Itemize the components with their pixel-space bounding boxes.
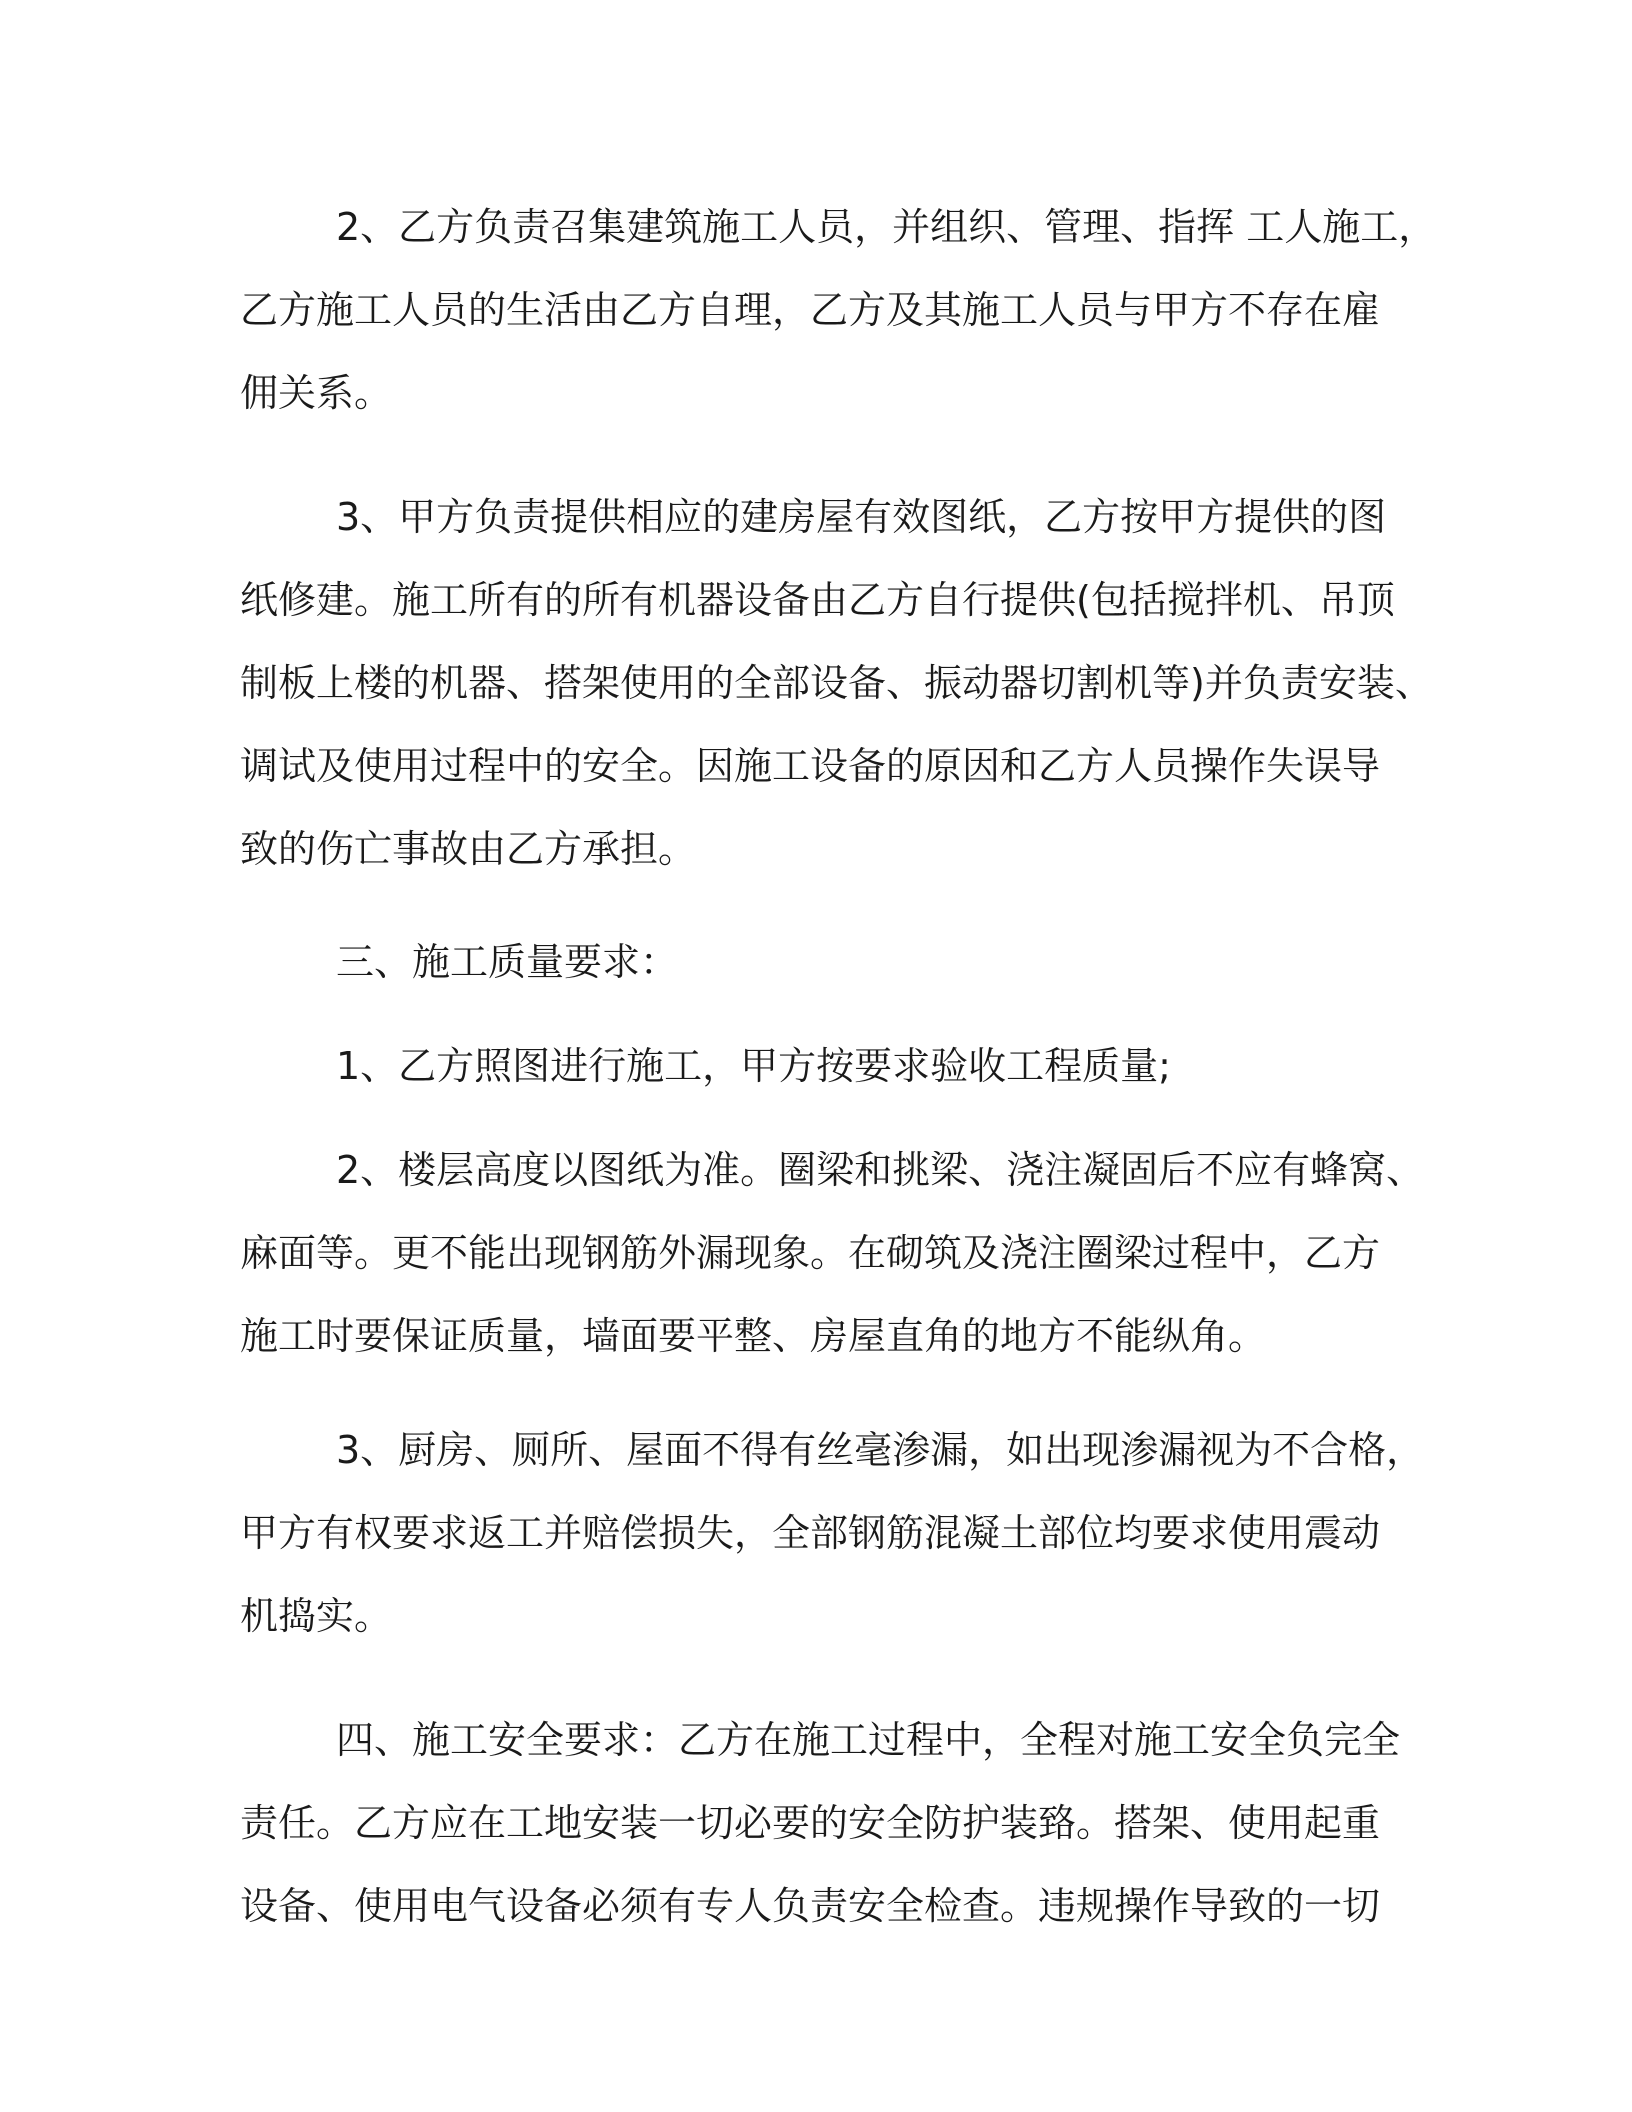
text-line: 致的伤亡事故由乙方承担。: [240, 827, 697, 871]
text-line: 责任。乙方应在工地安装一切必要的安全防护装臵。搭架、使用起重: [240, 1801, 1381, 1845]
heading-text: 三、施工质量要求：: [336, 940, 679, 984]
text-line: 2、乙方负责召集建筑施工人员，并组织、管理、指挥 工人施工，: [336, 205, 1437, 249]
document-body: [240, 186, 1437, 1948]
paragraph-quality-2: [240, 1129, 1425, 1378]
text-line: 3、甲方负责提供相应的建房屋有效图纸，乙方按甲方提供的图: [336, 495, 1387, 539]
text-line: 麻面等。更不能出现钢筋外漏现象。在砌筑及浇注圈梁过程中，乙方: [240, 1231, 1381, 1275]
paragraph-3-drawings-equipment: [240, 476, 1433, 891]
text-line: 施工时要保证质量，墙面要平整、房屋直角的地方不能纵角。: [240, 1314, 1267, 1358]
text-line: 甲方有权要求返工并赔偿损失，全部钢筋混凝土部位均要求使用震动: [240, 1511, 1381, 1555]
text-line: 制板上楼的机器、搭架使用的全部设备、振动器切割机等)并负责安装、: [240, 661, 1433, 705]
text-line: 机捣实。: [240, 1594, 393, 1638]
text-line: 1、乙方照图进行施工，甲方按要求验收工程质量;: [336, 1044, 1171, 1088]
text-line: 调试及使用过程中的安全。因施工设备的原因和乙方人员操作失误导: [240, 744, 1381, 788]
section-safety-requirements: [240, 1699, 1400, 1948]
text-line: 乙方施工人员的生活由乙方自理，乙方及其施工人员与甲方不存在雇: [240, 288, 1381, 332]
paragraph-quality-1: [240, 1025, 1400, 1108]
paragraph-quality-3: [240, 1409, 1425, 1658]
paragraph-2-workers: [240, 186, 1437, 435]
text-line: 四、施工安全要求：乙方在施工过程中，全程对施工安全负完全: [336, 1718, 1401, 1762]
section-heading-quality: [240, 921, 1400, 1004]
text-line: 设备、使用电气设备必须有专人负责安全检查。违规操作导致的一切: [240, 1884, 1381, 1928]
text-line: 纸修建。施工所有的所有机器设备由乙方自行提供(包括搅拌机、吊顶: [240, 578, 1395, 622]
text-line: 2、楼层高度以图纸为准。圈梁和挑梁、浇注凝固后不应有蜂窝、: [336, 1148, 1425, 1192]
text-line: 佣关系。: [240, 371, 393, 415]
text-line: 3、厨房、厕所、屋面不得有丝毫渗漏，如出现渗漏视为不合格，: [336, 1428, 1425, 1472]
